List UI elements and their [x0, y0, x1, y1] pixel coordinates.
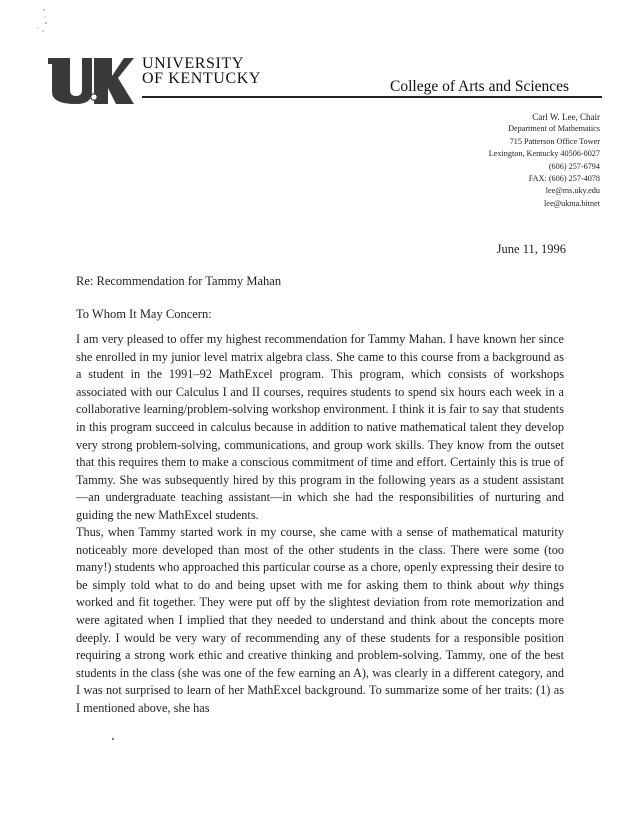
contact-email-1: lee@ms.uky.edu [545, 186, 600, 196]
contact-department: Department of Mathematics [508, 124, 600, 134]
letterhead [46, 56, 606, 108]
contact-name: Carl W. Lee, Chair [532, 112, 600, 122]
university-line2: OF KENTUCKY [142, 70, 262, 87]
college-name: College of Arts and Sciences [390, 78, 570, 95]
university-name [142, 56, 261, 86]
paragraph-2-part-2: things worked and fit together. They were put off by the slightest deviation from rote memorization and were agitated when I implied that they needed to understand and think about the concepts more deeply. I would be very wary of recommending any of these students for a responsible position requiring a strong work ethic and creative thinking and problem-solving. Tammy, one of the best students in the class (she was one of the few earning an A), was clearly in a different category, and I was not surprised to learn of her MathExcel background. To summarize some of her traits: (1) as I mentioned above, she has [76, 577, 564, 715]
contact-phone: (606) 257-6794 [548, 161, 600, 171]
subject-line: Re: Recommendation for Tammy Mahan [76, 274, 282, 288]
paragraph-2-part-1: Thus, when Tammy started work in my course, she came with a sense of mathematical maturity noticeably more developed than most of the other students in the class. There were some (too many!) students who approached this particular course as a chore, openly expressing their desire to be simply told what to do and being upset with me for asking them to think about [76, 525, 564, 592]
paragraph-1: I am very pleased to offer my highest recommendation for Tammy Mahan. I have known her since she enrolled in my junior level matrix algebra class. She came to this course from a background as a student in the 1991–92 MathExcel program. This program, which consists of workshops associated with our Calculus I and II courses, requires students to spend six hours each week in a collaborative learning/problem-solving workshop environment. I think it is fair to say that students in this program succeed in calculus because in addition to native mathematical talent they develop very strong problem-solving, communications, and group work skills. They know from the outset that this requires them to make a conscious commitment of time and effort. Certainly this is true of Tammy. She was subsequently hired by this program in the following years as a student assistant—an undergraduate teaching assistant—in which she had the responsibilities of nurturing and guiding the new MathExcel students. [76, 332, 564, 522]
letterhead-rule [142, 96, 602, 98]
contact-email-2: lee@ukma.bitnet [544, 198, 600, 208]
contact-block [489, 111, 600, 210]
contact-city: Lexington, Kentucky 40506-0027 [488, 149, 600, 159]
uk-logo [46, 56, 134, 106]
salutation: To Whom It May Concern: [76, 307, 212, 321]
paragraph-2-emphasis: why [509, 577, 530, 592]
contact-fax: FAX: (606) 257-4078 [528, 174, 600, 184]
paragraph-2 [76, 524, 564, 718]
university-line1: UNIVERSITY [142, 55, 244, 72]
contact-office: 715 Patterson Office Tower [509, 136, 600, 146]
scan-specks [18, 6, 58, 36]
letter-date: June 11, 1996 [496, 242, 566, 256]
scan-speck-bottom [112, 738, 114, 740]
